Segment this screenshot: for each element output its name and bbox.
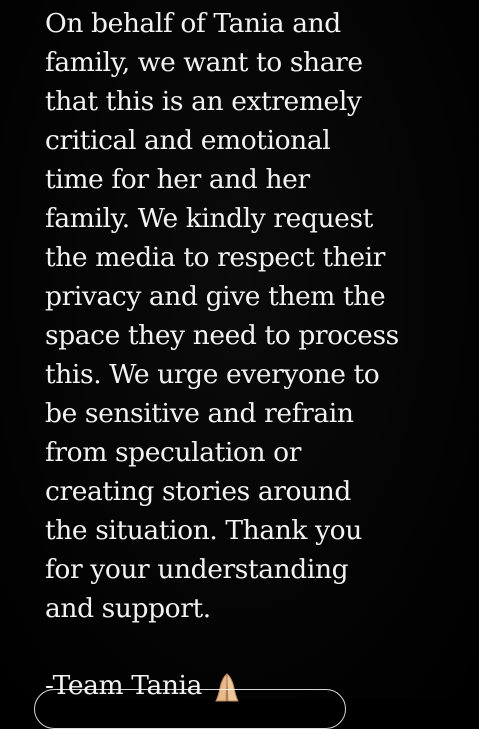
statement-line: space they need to process xyxy=(45,320,399,351)
statement-line: this. We urge everyone to xyxy=(45,359,380,390)
statement-line: that this is an extremely xyxy=(45,86,362,117)
statement-line: from speculation or xyxy=(45,437,302,468)
statement-line: the media to respect their xyxy=(45,242,385,273)
statement-line: the situation. Thank you xyxy=(45,515,362,546)
signature-text: -Team Tania xyxy=(45,670,203,701)
statement-line: for your understanding xyxy=(45,554,349,585)
statement-line: privacy and give them the xyxy=(45,281,386,312)
statement-line: family, we want to share xyxy=(45,47,363,78)
statement-line: creating stories around xyxy=(45,476,351,507)
statement-line: critical and emotional xyxy=(45,125,331,156)
statement-line: On behalf of Tania and xyxy=(45,8,341,39)
statement-text xyxy=(45,4,465,628)
statement-line: and support. xyxy=(45,593,211,624)
statement-line: time for her and her xyxy=(45,164,310,195)
statement-line: family. We kindly request xyxy=(45,203,373,234)
statement-line: be sensitive and refrain xyxy=(45,398,354,429)
reply-input[interactable] xyxy=(34,689,346,729)
